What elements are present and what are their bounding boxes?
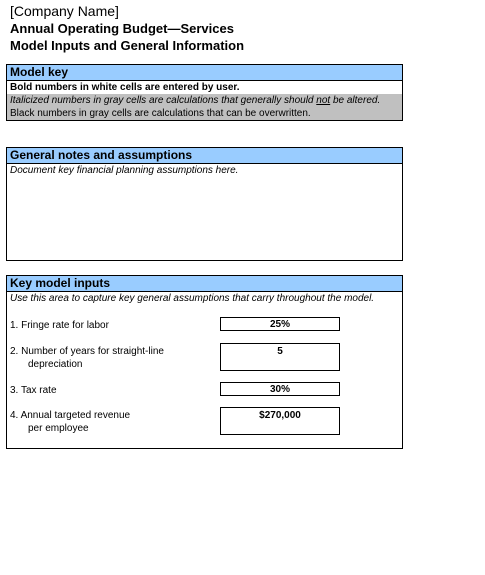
budget-title: Annual Operating Budget—Services: [10, 21, 234, 36]
input-label-revenue-line2: per employee: [28, 423, 89, 434]
input-label-revenue-per-employee: [10, 409, 130, 435]
input-label-depreciation-years-line2: depreciation: [28, 359, 83, 370]
model-key-calculated-post: be altered.: [330, 95, 381, 106]
key-inputs-header: Key model inputs: [7, 276, 402, 292]
tax-rate-input[interactable]: [220, 382, 340, 396]
revenue-per-employee-input[interactable]: [220, 407, 340, 435]
depreciation-years-input[interactable]: [220, 343, 340, 371]
input-label-depreciation-years-line1: 2. Number of years for straight-line: [10, 346, 164, 357]
input-label-tax-rate: [10, 384, 57, 397]
model-key-calculated-pre: Italicized numbers in gray cells are calculations that generally should: [10, 95, 317, 106]
key-inputs-section: [6, 275, 403, 449]
input-label-revenue-line1: 4. Annual targeted revenue: [10, 410, 131, 421]
model-key-user-entry: Bold numbers in white cells are entered by user.: [10, 82, 240, 93]
model-key-overwritable: Black numbers in gray cells are calculations that can be overwritten.: [7, 107, 402, 120]
model-key-header: Model key: [7, 65, 402, 81]
general-notes-header: General notes and assumptions: [7, 148, 402, 164]
company-name[interactable]: [Company Name]: [10, 3, 119, 19]
input-label-fringe-rate-text: 1. Fringe rate for labor: [10, 320, 109, 331]
general-notes-section: [6, 147, 403, 261]
model-key-not: not: [316, 95, 331, 106]
model-key-section: [6, 64, 403, 121]
input-label-depreciation-years: [10, 345, 164, 371]
model-key-calculated: [7, 94, 402, 107]
key-inputs-description: Use this area to capture key general assumptions that carry throughout the model.: [10, 293, 375, 304]
page-header: [10, 3, 244, 54]
general-notes-text[interactable]: Document key financial planning assumptions here.: [10, 165, 239, 176]
sheet-subtitle: Model Inputs and General Information: [10, 38, 245, 53]
input-label-tax-rate-text: 3. Tax rate: [10, 385, 57, 396]
fringe-rate-input[interactable]: [220, 317, 340, 331]
input-label-fringe-rate: [10, 319, 109, 332]
